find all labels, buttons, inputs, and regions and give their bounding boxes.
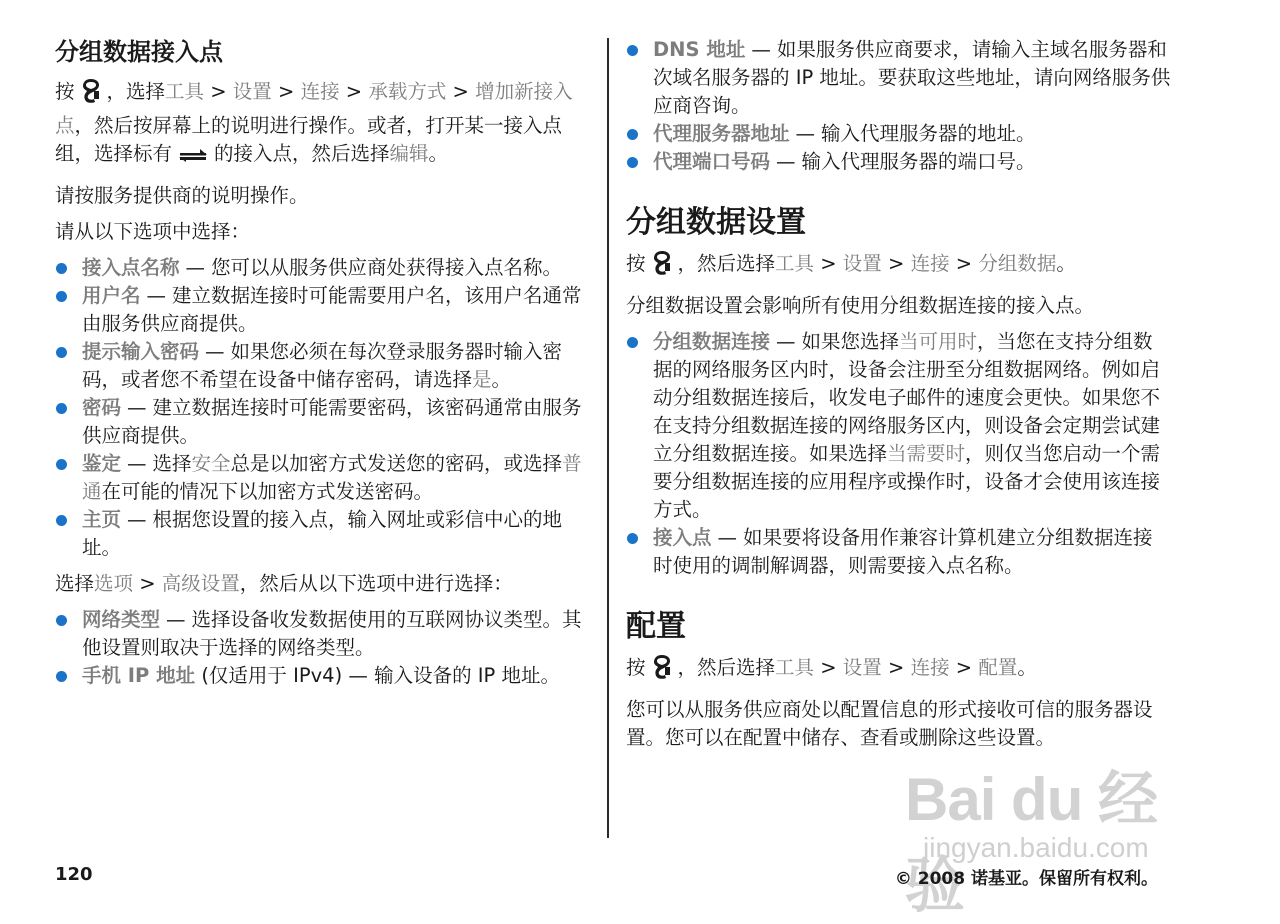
- config-body: 您可以从服务供应商处以配置信息的形式接收可信的服务器设置。您可以在配置中储存、查看或删除这些设置。: [626, 698, 1153, 749]
- list-item: 提示输入密码 — 如果您必须在每次登录服务器时输入密码，或者您不希望在设备中储存密码，请选择是。: [55, 338, 595, 394]
- bullet-icon: [627, 533, 638, 544]
- path-settings: 设置: [232, 80, 272, 103]
- menu-key-icon: [652, 250, 672, 284]
- list-item: 代理服务器地址 — 输入代理服务器的地址。: [626, 120, 1171, 148]
- advanced-settings-prompt: 选择选项 > 高级设置，然后从以下选项中进行选择：: [55, 572, 513, 595]
- left-column: [55, 34, 595, 698]
- path-tools: 工具: [165, 80, 205, 103]
- packet-note: 分组数据设置会影响所有使用分组数据连接的接入点。: [626, 294, 1095, 317]
- bullet-icon: [627, 337, 638, 348]
- bullet-icon: [627, 129, 638, 140]
- provider-note: 请按服务提供商的说明操作。: [55, 184, 309, 207]
- packet-options: [626, 328, 1171, 580]
- bullet-icon: [56, 403, 67, 414]
- list-item: 分组数据连接 — 如果您选择当可用时，当您在支持分组数据的网络服务区内时，设备会注册至分组数据网络。例如启动分组数据连接后，收发电子邮件的速度会更快。如果您不在支持分组数据连接的网络服务区内，则设备会定期尝试建立分组数据连接。如果选择当需要时，则仅当您启动一个需要分组数据连接的应用程序或操作时，设备才会使用该连接方式。: [626, 328, 1171, 524]
- bullet-icon: [627, 157, 638, 168]
- choose-prompt: 请从以下选项中选择：: [55, 220, 251, 243]
- page-number: 120: [55, 864, 93, 885]
- list-item: 密码 — 建立数据连接时可能需要密码，该密码通常由服务供应商提供。: [55, 394, 595, 450]
- list-item: 接入点 — 如果要将设备用作兼容计算机建立分组数据连接时使用的调制解调器，则需要接入点名称。: [626, 524, 1171, 580]
- list-item: 鉴定 — 选择安全总是以加密方式发送您的密码，或选择普通在可能的情况下以加密方式发送密码。: [55, 450, 595, 506]
- advanced-options: [55, 606, 595, 690]
- baidu-watermark: Bai du 经验 jingyan.baidu.com: [905, 766, 1158, 919]
- menu-key-icon: [652, 654, 672, 688]
- bullet-icon: [56, 671, 67, 682]
- connection-arrows-icon: [178, 146, 208, 174]
- bullet-icon: [627, 45, 638, 56]
- packet-path-paragraph: 按 ，然后选择工具 > 设置 > 连接 > 分组数据。: [626, 250, 1171, 284]
- bullet-icon: [56, 615, 67, 626]
- list-item: 代理端口号码 — 输入代理服务器的端口号。: [626, 148, 1171, 176]
- proxy-options: [626, 36, 1171, 176]
- list-item: 手机 IP 地址 (仅适用于 IPv4) — 输入设备的 IP 地址。: [55, 662, 595, 690]
- list-item: DNS 地址 — 如果服务供应商要求，请输入主域名服务器和次域名服务器的 IP 地址。要获取这些地址，请向网络服务供应商咨询。: [626, 36, 1171, 120]
- access-point-options: [55, 254, 595, 562]
- intro-paragraph: 按 ，选择工具 > 设置 > 连接 > 承载方式 > 增加新接入点，然后按屏幕上的说明进行操作。或者，打开某一接入点组，选择标有 的接入点，然后选择编辑。: [55, 78, 595, 174]
- copyright: © 2008 诺基亚。保留所有权利。: [894, 869, 1158, 889]
- column-divider: [607, 38, 609, 838]
- list-item: 网络类型 — 选择设备收发数据使用的互联网协议类型。其他设置则取决于选择的网络类型。: [55, 606, 595, 662]
- path-connection: 连接: [300, 80, 340, 103]
- path-bearer: 承载方式: [368, 80, 447, 103]
- section-title-configuration: 配置: [626, 609, 686, 644]
- bullet-icon: [56, 347, 67, 358]
- menu-key-icon: [81, 78, 101, 112]
- right-column: [626, 36, 1171, 760]
- bullet-icon: [56, 263, 67, 274]
- path-add-access-point: 增加新接入点: [55, 80, 573, 137]
- config-path-paragraph: 按 ，然后选择工具 > 设置 > 连接 > 配置。: [626, 654, 1171, 688]
- bullet-icon: [56, 515, 67, 526]
- list-item: 用户名 — 建立数据连接时可能需要用户名，该用户名通常由服务供应商提供。: [55, 282, 595, 338]
- edit-keyword: 编辑: [389, 142, 429, 165]
- bullet-icon: [56, 459, 67, 470]
- list-item: 接入点名称 — 您可以从服务供应商处获得接入点名称。: [55, 254, 595, 282]
- section-title-packet-access-point: 分组数据接入点: [55, 38, 223, 66]
- list-item: 主页 — 根据您设置的接入点，输入网址或彩信中心的地址。: [55, 506, 595, 562]
- bullet-icon: [56, 291, 67, 302]
- section-title-packet-settings: 分组数据设置: [626, 205, 806, 240]
